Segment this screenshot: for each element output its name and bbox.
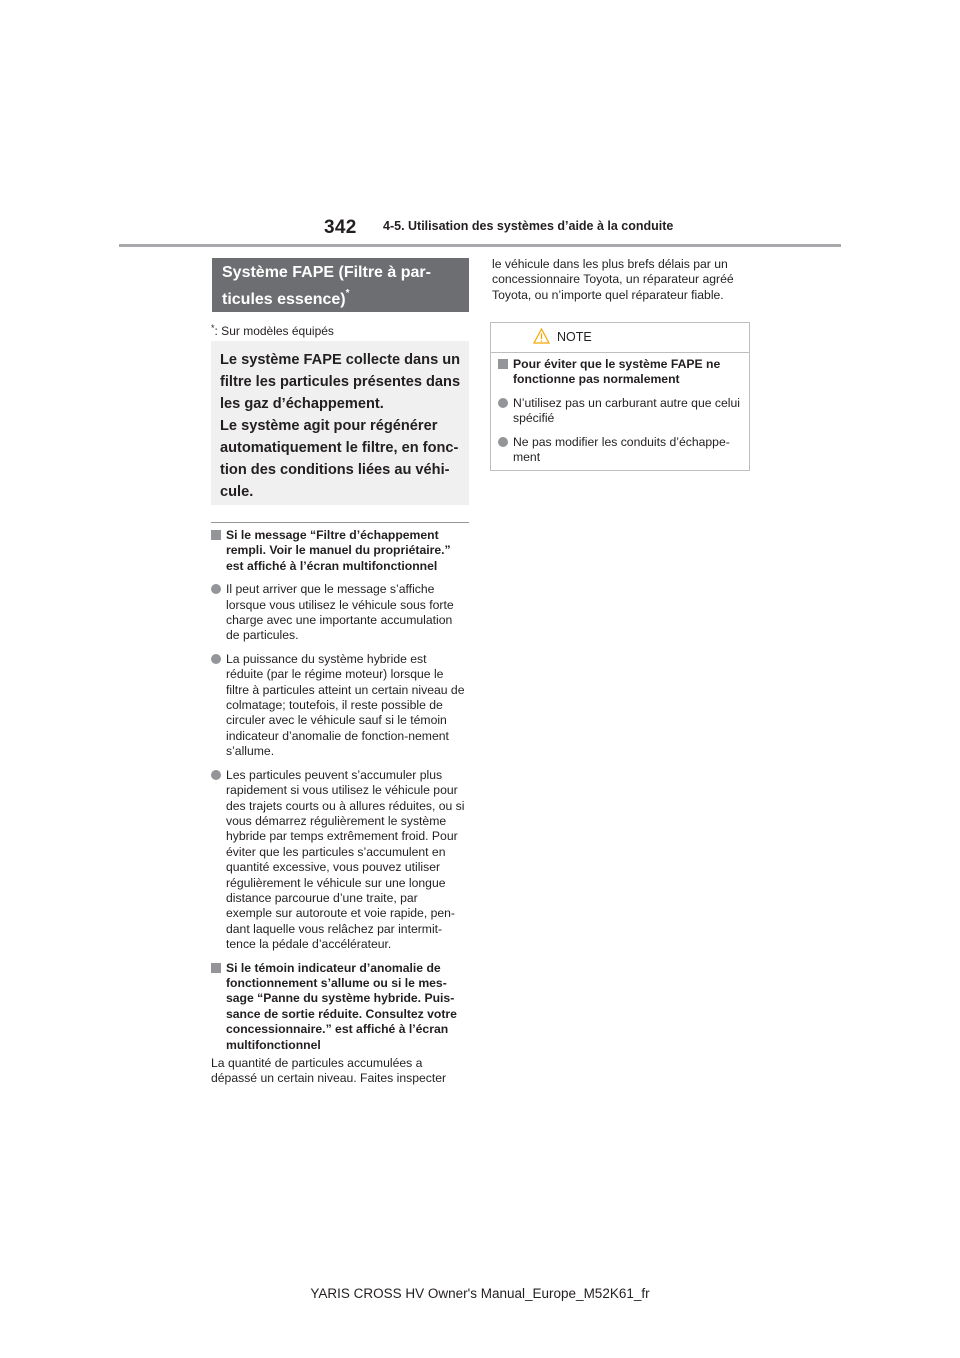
note-label: NOTE: [557, 330, 592, 344]
warning-triangle-icon: [533, 328, 550, 344]
circle-bullet-icon: [498, 437, 508, 447]
section-title: 4-5. Utilisation des systèmes d’aide à la conduite: [383, 219, 674, 233]
continuation-paragraph: le véhicule dans les plus brefs délais par un concessionnaire Toyota, un réparateur agréé Toyota, ou n’importe quel réparateur fiable.: [492, 257, 734, 302]
note-body: [498, 357, 742, 465]
left-column-body: [211, 528, 467, 1087]
note-subheading: Pour éviter que le système FAPE ne fonctionne pas normalement: [498, 357, 742, 388]
footnote: *: Sur modèles équipés: [211, 323, 334, 338]
list-item: N’utilisez pas un carburant autre que celui spécifié: [498, 396, 742, 427]
list-item: Les particules peuvent s’accumuler plus rapidement si vous utilisez le véhicule pour des trajets courts ou à allures réduites, ou si vous démarrez régulièrement le système hybride par temps extrêmement froid. Pour éviter que les particules s’accumulent en quantité excessive, vous pouvez utiliser régulièrement le véhicule sur une longue distance parcourue d’une traite, par exemple sur autoroute et voie rapide, pen-dant laquelle vous relâchez par intermit-tence la pédale d’accélérateur.: [211, 768, 467, 953]
subheading: Si le message “Filtre d’échappement rempli. Voir le manuel du propriétaire.” est affiché à l’écran multifonctionnel: [211, 528, 467, 574]
footer-text: YARIS CROSS HV Owner's Manual_Europe_M52K61_fr: [310, 1286, 650, 1301]
system-title-line-1: Système FAPE (Filtre à par-: [222, 264, 431, 281]
footnote-asterisk: *: [345, 288, 350, 299]
intro-line: automatiquement le filtre, en fonc-: [220, 440, 459, 456]
intro-box: [211, 341, 469, 505]
page-number: 342: [324, 217, 357, 238]
section-divider: [211, 522, 469, 523]
list-item: La puissance du système hybride est réduite (par le régime moteur) lorsque le filtre à particules atteint un certain niveau de colmatage; toutefois, il reste possible de circuler avec le véhicule sauf si le témoin indicateur d’anomalie de fonction-nement s’allume.: [211, 652, 467, 760]
header-rule: [119, 244, 841, 247]
right-column-body: [492, 257, 752, 303]
intro-line: cule.: [220, 484, 254, 500]
square-bullet-icon: [498, 359, 508, 369]
list-item: Il peut arriver que le message s’affiche lorsque vous utilisez le véhicule sous forte charge avec une importante accumulation de particules.: [211, 582, 467, 644]
list-item: Ne pas modifier les conduits d’échappe-ment: [498, 435, 742, 466]
note-header: [491, 323, 749, 353]
intro-line: Le système agit pour régénérer: [220, 418, 438, 434]
system-title-box: [212, 258, 469, 312]
intro-line: filtre les particules présentes dans: [220, 374, 461, 390]
intro-line: les gaz d’échappement.: [220, 396, 384, 412]
circle-bullet-icon: [211, 654, 221, 664]
note-box: [490, 322, 750, 471]
circle-bullet-icon: [498, 398, 508, 408]
body-paragraph: La quantité de particules accumulées a dépassé un certain niveau. Faites inspecter: [211, 1056, 447, 1086]
circle-bullet-icon: [211, 770, 221, 780]
subheading: Si le témoin indicateur d’anomalie de fonctionnement s’allume ou si le mes-sage “Panne du système hybride. Puis-sance de sortie réduite. Consultez votre concessionnaire.” est affiché à l’écran multifonctionnel: [211, 961, 467, 1053]
square-bullet-icon: [211, 963, 221, 973]
intro-line: tion des conditions liées au véhi-: [220, 462, 450, 478]
intro-line: Le système FAPE collecte dans un: [220, 352, 461, 368]
square-bullet-icon: [211, 530, 221, 540]
system-title-line-2: ticules essence)*: [222, 288, 350, 308]
circle-bullet-icon: [211, 584, 221, 594]
